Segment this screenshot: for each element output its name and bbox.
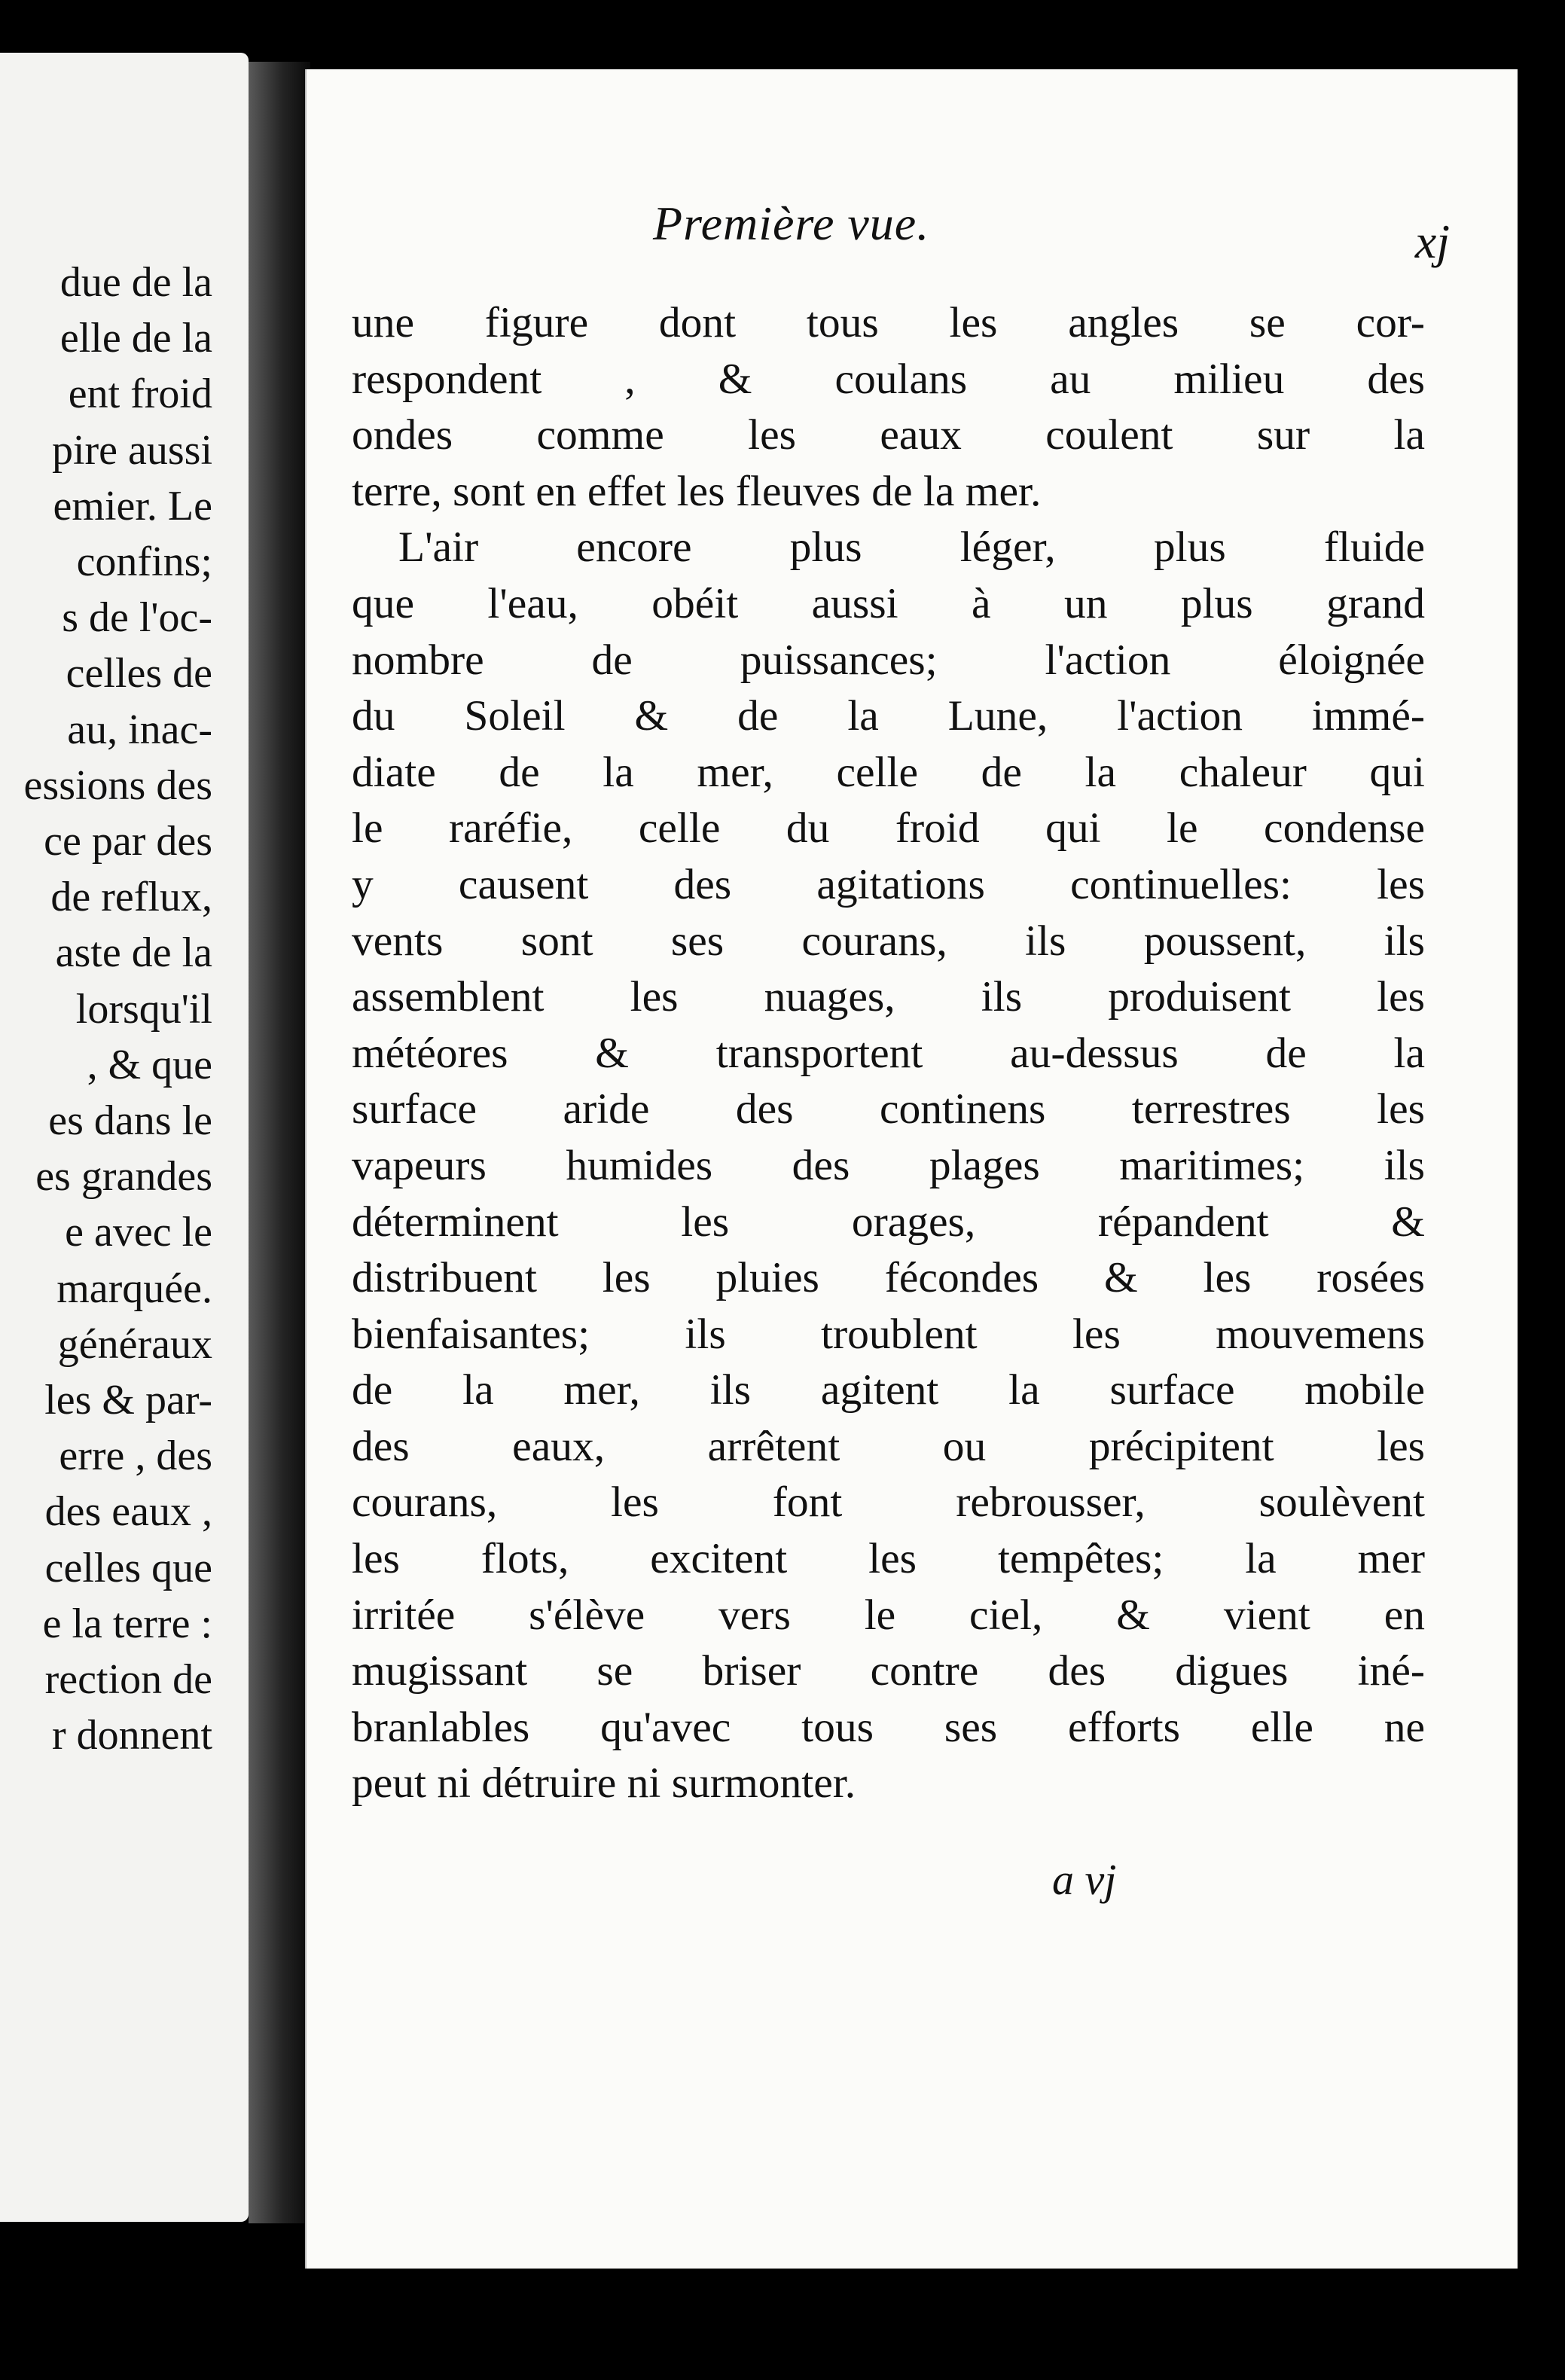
text-line: assemblent les nuages, ils produisent les (352, 973, 1425, 1021)
left-page-line: au, inac- (67, 706, 212, 753)
text-line: nombre de puissances; l'action éloignée (352, 636, 1425, 684)
scan-border (0, 2269, 1565, 2380)
signature-mark: a vj (1052, 1855, 1117, 1904)
text-line: terre, sont en effet les fleuves de la mer. (352, 467, 1042, 515)
left-page-line: es grandes (35, 1153, 212, 1201)
left-page-line: généraux (57, 1320, 212, 1368)
text-line: irritée s'élève vers le ciel, & vient en (352, 1591, 1425, 1639)
text-line: déterminent les orages, répandent & (352, 1198, 1425, 1246)
left-page-line: celles de (66, 650, 212, 697)
text-line: mugissant se briser contre des digues iné- (352, 1647, 1425, 1695)
text-line: surface aride des continens terrestres les (352, 1085, 1425, 1134)
left-page-line: s de l'oc- (62, 594, 212, 642)
text-line: courans, les font rebrousser, soulèvent (352, 1478, 1425, 1527)
left-page-line: due de la (59, 259, 212, 306)
left-page-line: , & que (87, 1041, 212, 1088)
text-line: branlables qu'avec tous ses efforts elle ne (352, 1703, 1425, 1751)
left-page-line: essions des (23, 761, 212, 809)
left-page-line: les & par- (44, 1377, 212, 1424)
text-line: distribuent les pluies fécondes & les rosées (352, 1254, 1425, 1302)
left-page-line: pire aussi (51, 426, 212, 474)
page-number: xj (1414, 215, 1450, 268)
text-line: y causent des agitations continuelles: les (352, 860, 1425, 908)
left-page-line: ce par des (44, 818, 212, 865)
text-line: le raréfie, celle du froid qui le condense (352, 804, 1425, 853)
running-head: Première vue. (653, 197, 930, 250)
text-line: du Soleil & de la Lune, l'action immé- (352, 692, 1425, 740)
left-page-line: aste de la (55, 929, 212, 977)
left-page-line: e avec le (65, 1209, 212, 1256)
text-line: vapeurs humides des plages maritimes; ils (352, 1141, 1425, 1189)
page-right (305, 69, 1518, 2269)
left-page-line: des eaux , (44, 1488, 212, 1536)
facing-page-left (0, 53, 249, 2222)
text-line: peut ni détruire ni surmonter. (352, 1759, 856, 1808)
left-page-line: elle de la (59, 315, 212, 362)
text-line: que l'eau, obéit aussi à un plus grand (352, 579, 1425, 627)
left-page-line: lorsqu'il (75, 985, 212, 1033)
left-page-line: celles que (44, 1544, 212, 1591)
text-line: météores & transportent au-dessus de la (352, 1029, 1425, 1077)
left-page-line: erre , des (59, 1433, 212, 1480)
left-page-line: ent froid (68, 371, 212, 418)
book-gutter (249, 62, 310, 2223)
text-line: une figure dont tous les angles se cor- (352, 299, 1425, 346)
text-line: vents sont ses courans, ils poussent, ils (352, 917, 1425, 965)
left-page-line: de reflux, (50, 874, 212, 921)
text-line: les flots, excitent les tempêtes; la mer (352, 1535, 1425, 1583)
left-page-line: marquée. (56, 1265, 212, 1312)
left-page-line: e la terre : (42, 1600, 212, 1647)
text-line: respondent , & coulans au milieu des (352, 355, 1425, 403)
text-line: de la mer, ils agitent la surface mobile (352, 1366, 1425, 1414)
body-text (352, 295, 1425, 1812)
text-line: bienfaisantes; ils troublent les mouvemens (352, 1310, 1425, 1358)
text-line: diate de la mer, celle de la chaleur qui (352, 748, 1425, 796)
left-page-line: rection de (44, 1656, 212, 1704)
text-line: L'air encore plus léger, plus fluide (398, 523, 1425, 572)
left-page-line: confins; (76, 539, 212, 586)
left-page-text (24, 255, 212, 1763)
left-page-line: r donnent (51, 1712, 212, 1759)
left-page-line: emier. Le (53, 482, 212, 529)
text-line: des eaux, arrêtent ou précipitent les (352, 1422, 1425, 1470)
text-line: ondes comme les eaux coulent sur la (352, 411, 1425, 459)
left-page-line: es dans le (48, 1097, 212, 1145)
